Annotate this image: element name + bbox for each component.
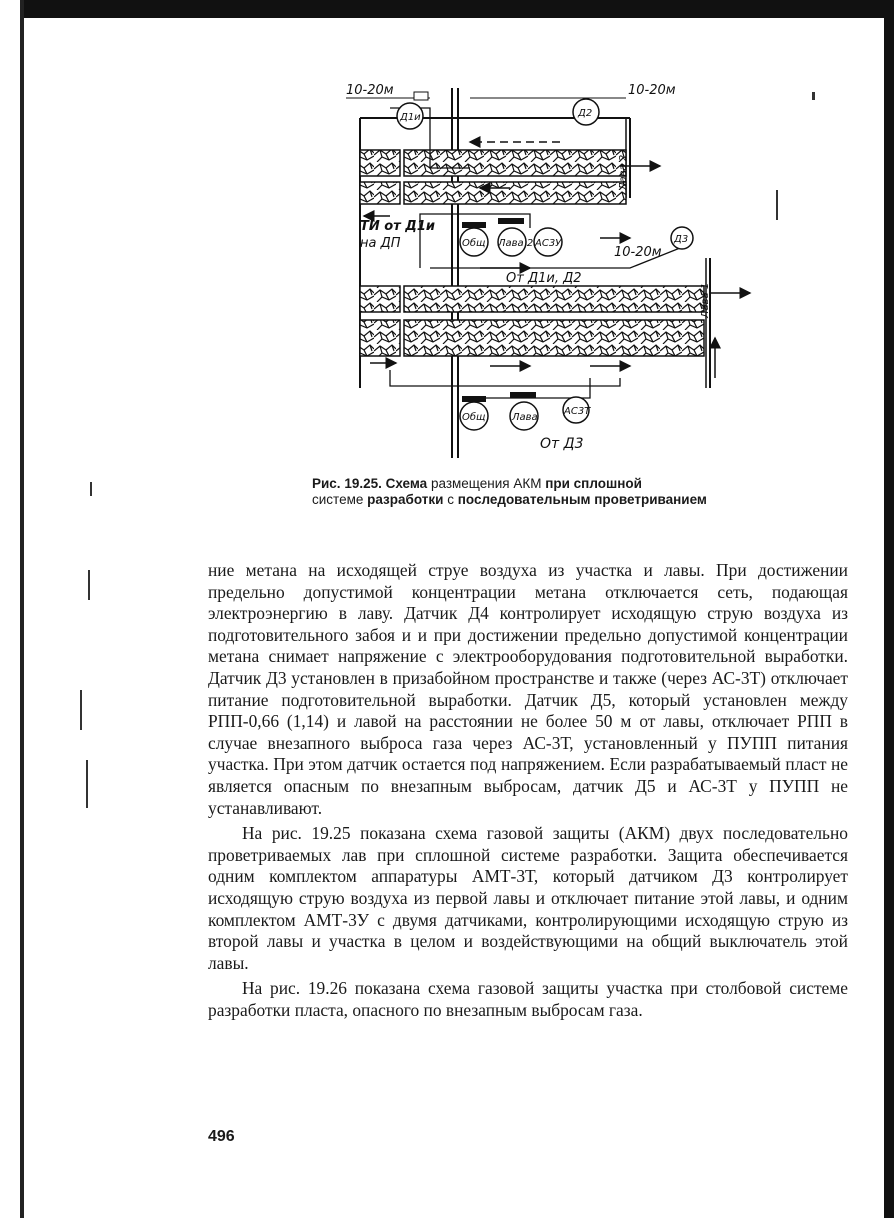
equipment-lava2-upper	[497, 218, 533, 256]
rock-band	[404, 286, 704, 312]
rock-band	[404, 150, 626, 176]
ventilation-scheme-figure	[330, 78, 770, 468]
equipment-obsh-upper	[460, 222, 488, 256]
svg-text:Д3: Д3	[674, 234, 689, 245]
caption-part: при сплошной	[545, 476, 642, 491]
caption-part: с	[447, 492, 454, 507]
ti-label: ТИ от Д1и	[360, 219, 435, 234]
rock-band	[360, 150, 400, 176]
scan-border-top	[20, 0, 894, 18]
caption-part: размещения АКМ	[430, 476, 542, 491]
lava1-label: Лава 1	[700, 282, 711, 318]
paragraph: На рис. 19.25 показана схема газовой защиты (АКМ) двух последовательно проветриваемых лав при сплошной системе разработки. Защита обеспечивается одним комплектом аппаратуры АМТ-3Т, который датчиком Д3 контролирует исходящую струю воздуха из первой лавы и отключает питание этой лавы, и одним комплектом АМТ-3У с двумя датчиками, контролирующими исходящую струю из второй лавы и участка в целом и воздействующими на общий выключатель этой лавы.	[208, 823, 848, 973]
figure-caption	[312, 476, 752, 508]
scan-mark	[88, 570, 90, 600]
svg-text:Лава: Лава	[512, 412, 538, 423]
scan-mark	[90, 482, 92, 496]
scan-mark	[86, 760, 88, 808]
svg-text:Лава 2: Лава 2	[498, 238, 534, 249]
equipment-as3u	[534, 228, 562, 256]
page-number: 496	[208, 1128, 235, 1145]
scan-mark	[776, 190, 778, 220]
body-text	[208, 560, 848, 1021]
rock-band	[360, 286, 400, 312]
dim-label-top-right: 10-20м	[628, 83, 676, 98]
scan-border-right	[884, 0, 894, 1218]
from-d1-d2-label: От Д1и, Д2	[506, 271, 582, 286]
caption-number: Рис. 19.25.	[312, 476, 382, 491]
caption-part: проветриванием	[594, 492, 707, 507]
svg-text:Общ: Общ	[462, 238, 486, 249]
equipment-as3t	[563, 397, 591, 423]
rock-band	[360, 320, 400, 356]
sensor-d3	[671, 227, 693, 249]
sensor-d2	[573, 99, 599, 125]
scan-mark	[812, 92, 815, 100]
paragraph: ние метана на исходящей струе воздуха из участка и лавы. При достижении предельно допустимой концентрации метана отключается сеть, подающая электроэнергию в лаву. Датчик Д4 контролирует исходящую струю воздуха из подготовительного забоя и и при достижении предельно допустимой концентрации метана снимает напряжение с электрооборудования подготовительной выработки. Датчик Д3 установлен в призабойном пространстве и также (через АС-3Т) отключает питание подготовительной выработки. Датчик Д5, который установлен между РПП-0,66 (1,14) и лавой на расстоянии не более 50 м от лавы, отключает РПП в случае внезапного выброса газа через АС-3Т, установленный у ПУПП питания участка. При этом датчик остается под напряжением. Если разрабатываемый пласт не является опасным по внезапным выбросам, датчик Д5 и АС-3Т у ПУПП не устанавливают.	[208, 560, 848, 818]
svg-text:Д2: Д2	[578, 108, 593, 119]
rock-band	[360, 182, 400, 204]
scan-mark	[80, 690, 82, 730]
dim-label-mid: 10-20м	[614, 245, 662, 260]
svg-text:АС3У: АС3У	[535, 238, 562, 249]
from-d3-label: От Д3	[540, 436, 584, 452]
caption-part: Схема	[385, 476, 428, 491]
equipment-obsh-lower	[460, 396, 488, 430]
caption-part: системе	[312, 492, 364, 507]
caption-part: разработки	[367, 492, 444, 507]
rock-band	[404, 320, 704, 356]
equipment-lava-lower	[510, 392, 538, 430]
ti-label-sub: на ДП	[360, 236, 401, 251]
scan-border-left	[20, 0, 24, 1218]
svg-text:АС3Т: АС3Т	[564, 406, 591, 417]
lava2-label: Лава 2	[618, 154, 629, 190]
svg-text:Д1и: Д1и	[400, 112, 421, 123]
caption-part: последовательным	[457, 492, 591, 507]
svg-text:Общ: Общ	[462, 412, 486, 423]
rock-band	[404, 182, 626, 204]
scheme-svg	[330, 78, 770, 468]
paragraph: На рис. 19.26 показана схема газовой защиты участка при столбовой системе разработки пласта, опасного по внезапным выбросам газа.	[208, 978, 848, 1020]
dim-label-top-left: 10-20м	[346, 83, 394, 98]
